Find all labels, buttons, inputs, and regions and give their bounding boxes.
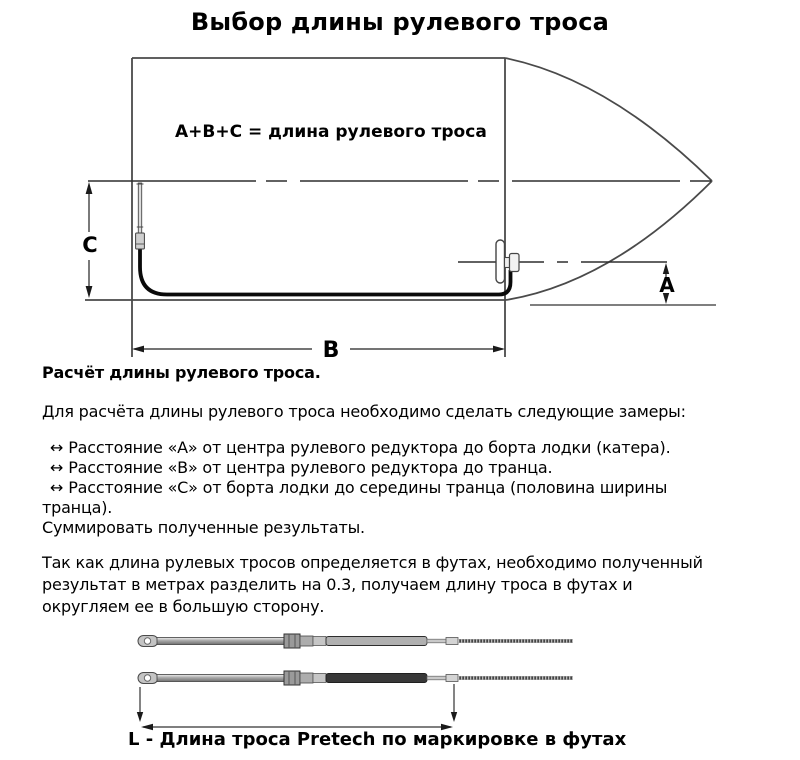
cable-figure bbox=[0, 600, 800, 740]
steering-gear bbox=[496, 240, 519, 283]
instructions bbox=[42, 363, 742, 618]
steering-cable-bottom bbox=[138, 671, 573, 685]
dim-b-arrow-right bbox=[493, 346, 505, 353]
helm-unit bbox=[136, 183, 145, 249]
cable-length-label: L - Длина троса Pretech по маркировке в футах bbox=[128, 729, 627, 750]
double-arrow-icon: ↔ bbox=[50, 458, 64, 477]
measurement-text-a: Расстояние «А» от центра рулевого редуктора до борта лодки (катера). bbox=[68, 438, 671, 457]
dim-l-ext-arrow-left bbox=[137, 712, 143, 722]
dim-label-a: A bbox=[659, 273, 675, 297]
dim-b-arrow-left bbox=[132, 346, 144, 353]
double-arrow-icon: ↔ bbox=[50, 478, 64, 497]
dim-c-arrow-up bbox=[86, 182, 93, 194]
feet-note-line: Так как длина рулевых тросов определяется в футах, необходимо полученный bbox=[42, 553, 703, 572]
section-heading: Расчёт длины рулевого троса. bbox=[42, 363, 321, 382]
measurement-item-b bbox=[42, 458, 672, 478]
formula-label: A+B+C = длина рулевого троса bbox=[175, 122, 487, 142]
measurement-item-c bbox=[42, 478, 672, 518]
steering-cable-path bbox=[140, 249, 511, 295]
sum-note: Суммировать полученные результаты. bbox=[42, 518, 365, 537]
dim-l-ext-arrow-right bbox=[451, 712, 457, 722]
feet-note-line: результат в метрах разделить на 0.3, получаем длину троса в футах и bbox=[42, 575, 633, 594]
dim-label-c: C bbox=[82, 233, 98, 257]
steering-cable-top bbox=[138, 634, 573, 648]
dim-l-line bbox=[140, 684, 454, 727]
intro-text: Для расчёта длины рулевого троса необходимо сделать следующие замеры: bbox=[42, 402, 686, 421]
dim-label-b: B bbox=[322, 338, 340, 362]
dim-c-arrow-down bbox=[86, 286, 93, 298]
measurement-item-a bbox=[42, 438, 672, 458]
measurement-text-b: Расстояние «В» от центра рулевого редуктора до транца. bbox=[68, 458, 553, 477]
feet-note-line: округляем ее в большую сторону. bbox=[42, 597, 325, 616]
double-arrow-icon: ↔ bbox=[50, 438, 64, 457]
page-title: Выбор длины рулевого троса bbox=[190, 8, 610, 36]
boat-diagram bbox=[0, 0, 800, 362]
boat-hull-outline bbox=[85, 58, 712, 357]
measurement-text-c: Расстояние «С» от борта лодки до середины транца (половина ширины транца). bbox=[42, 478, 668, 517]
